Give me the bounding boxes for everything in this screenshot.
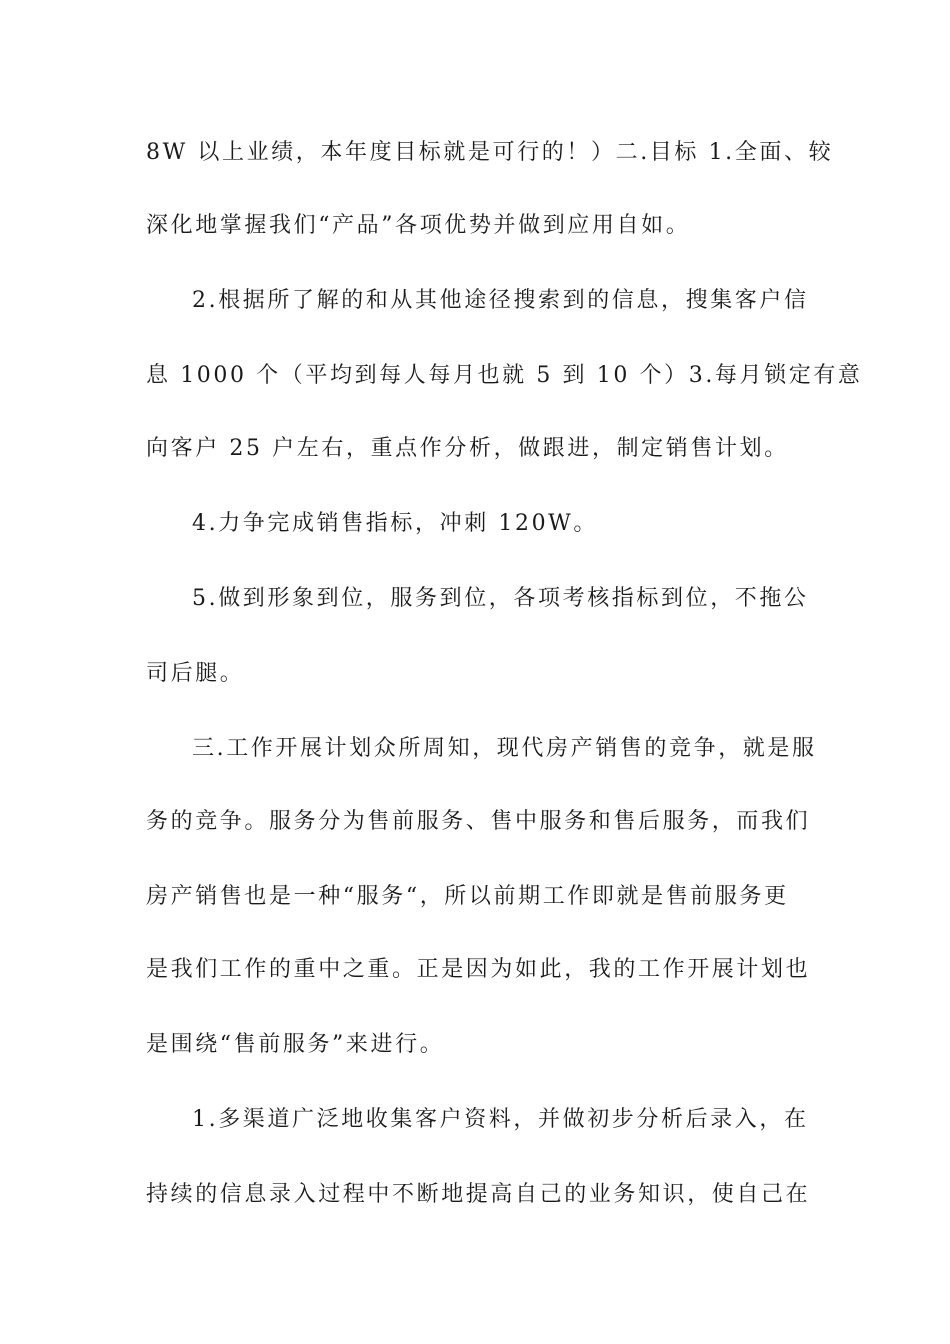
text-line: 司后腿。 — [146, 661, 245, 686]
text-line: 持续的信息录入过程中不断地提高自己的业务知识，使自己在 — [146, 1182, 811, 1207]
text-line: 4.力争完成销售指标，冲刺 120W。 — [192, 511, 598, 536]
text-line: 务的竞争。服务分为售前服务、售中服务和售后服务，而我们 — [146, 809, 811, 834]
text-line: 5.做到形象到位，服务到位，各项考核指标到位，不拖公 — [192, 586, 809, 611]
text-line: 是围绕“售前服务”来进行。 — [146, 1032, 445, 1057]
text-line: 是我们工作的重中之重。正是因为如此，我的工作开展计划也 — [146, 957, 811, 982]
text-line: 1.多渠道广泛地收集客户资料，并做初步分析后录入，在 — [192, 1107, 809, 1132]
text-line: 8W 以上业绩，本年度目标就是可行的！）二.目标 1.全面、较 — [146, 140, 834, 165]
text-line: 房产销售也是一种“服务“，所以前期工作即就是售前服务更 — [146, 884, 789, 909]
text-line: 三.工作开展计划众所周知，现代房产销售的竞争，就是服 — [192, 736, 817, 761]
text-line: 2.根据所了解的和从其他途径搜索到的信息，搜集客户信 — [192, 288, 809, 313]
text-line: 深化地掌握我们“产品”各项优势并做到应用自如。 — [146, 213, 691, 238]
text-line: 息 1000 个（平均到每人每月也就 5 到 10 个）3.每月锁定有意 — [146, 363, 863, 388]
text-line: 向客户 25 户左右，重点作分析，做跟进，制定销售计划。 — [146, 436, 789, 461]
